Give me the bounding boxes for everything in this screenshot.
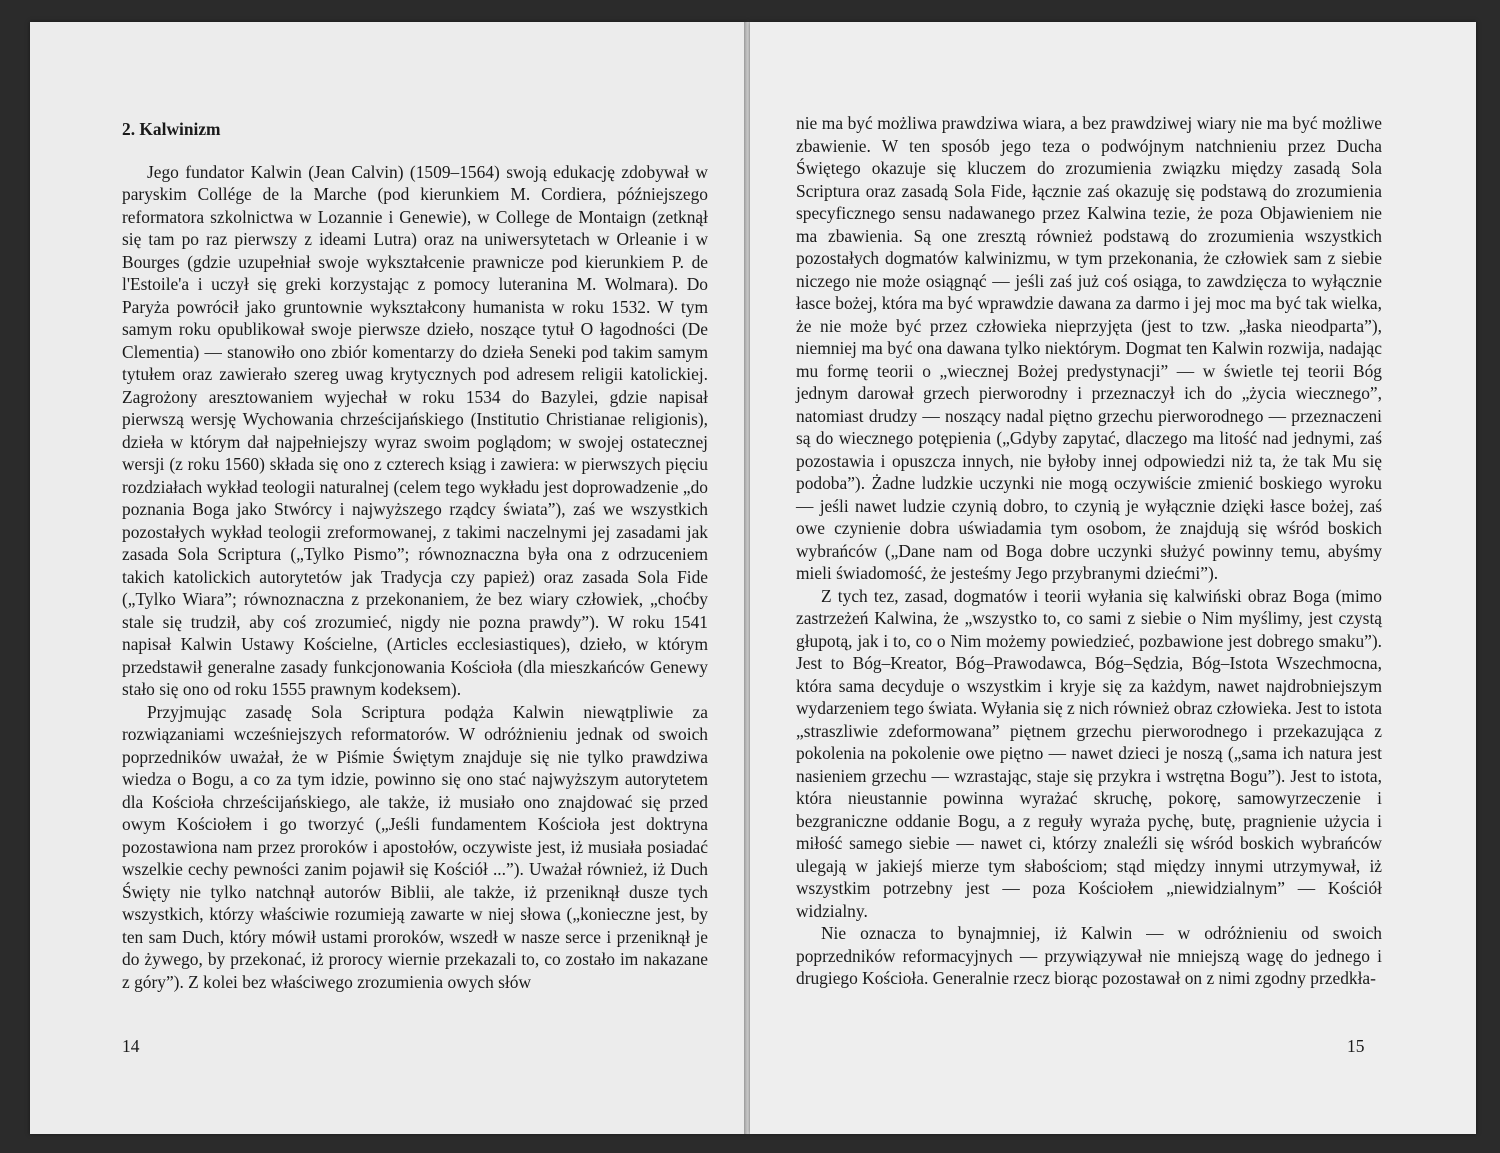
- left-page: [30, 22, 746, 1134]
- paragraph: nie ma być możliwa prawdziwa wiara, a bez prawdziwej wiary nie ma być możliwe zbawienie. W ten sposób jego teza o podwójnym natchnieniu przez Ducha Świętego okazuje się kluczem do zrozumienia związku między zasadą Sola Scriptura oraz zasadą Sola Fide, łącznie zaś okazuję się podstawą do zrozumienia specyficznego sensu nadawanego przez Kalwina tezie, że poza Objawieniem nie ma zbawienia. Są one zresztą również podstawą do zrozumienia wszystkich pozostałych dogmatów kalwinizmu, w tym przekonania, że człowiek sam z siebie niczego nie może osiągnąć — jeśli zaś już coś osiąga, to zawdzięcza to wyłącznie łasce bożej, która ma być wprawdzie dawana za darmo i jej moc ma być tak wielka, że nie może być przez człowieka nieprzyjęta (jest to tzw. „łaska nieodparta”), niemniej ma być ona dawana tylko niektórym. Dogmat ten Kalwin rozwija, nadając mu formę teorii o „wiecznej Bożej predystynacji” — w świetle tej teorii Bóg jednym darował grzech pierworodny i przeznaczył ich do „życia wiecznego”, natomiast drudzy — noszący nadal piętno grzechu pierworodnego — przeznaczeni są do wiecznego potępienia („Gdyby zapytać, dlaczego ma litość nad jednymi, zaś pozostawia i opuszcza innych, nie byłoby innej odpowiedzi niż ta, że tak Mu się podoba”). Żadne ludzkie uczynki nie mogą oczywiście zmienić boskiego wyroku — jeśli nawet ludzie czynią dobro, to czynią je wyłącznie dzięki łasce bożej, zaś owe czynienie dobra uświadamia tym osobom, że znajdują się wśród boskich wybrańców („Dane nam od Boga dobre uczynki służyć powinny temu, abyśmy mieli świadomość, że jesteśmy Jego przybranymi dziećmi”).: [796, 113, 1382, 583]
- section-heading: 2. Kalwinizm: [122, 119, 221, 139]
- page-number: 14: [122, 1036, 140, 1056]
- right-page-text: [796, 112, 1382, 990]
- paragraph: Przyjmując zasadę Sola Scriptura podąża Kalwin niewątpliwie za rozwiązaniami wcześniejszych reformatorów. W odróżnieniu jednak od swoich poprzedników uważał, że w Piśmie Świętym znajduje się nie tylko prawdziwa wiedza o Bogu, a co za tym idzie, powinno się ono stać najwyższym autorytetem dla Kościoła chrześcijańskiego, ale także, iż musiało ono znajdować się przed owym Kościołem i go tworzyć („Jeśli fundamentem Kościoła jest doktryna pozostawiona nam przez proroków i apostołów, oczywiste jest, iż musiała posiadać wszelkie cechy pewności zanim pojawił się Kościół ...”). Uważał również, iż Duch Święty nie tylko natchnął autorów Biblii, ale także, iż przeniknął dusze tych wszystkich, którzy właściwie rozumieją zawarte w niej słowa („konieczne jest, by ten sam Duch, który mówił ustami proroków, wszedł w nasze serce i przeniknął je do żywego, by przekonać, iż prorocy wiernie przekazali to, co zostało im nakazane z góry”). Z kolei bez właściwego zrozumienia owych słów: [122, 701, 708, 992]
- left-page-text: [122, 118, 708, 993]
- paragraph: Z tych tez, zasad, dogmatów i teorii wyłania się kalwiński obraz Boga (mimo zastrzeżeń Kalwina, że „wszystko to, co sami z siebie o Nim myślimy, jest czystą głupotą, jak i to, co o Nim możemy powiedzieć, pozbawione jest dobrego smaku”). Jest to Bóg–Kreator, Bóg–Prawodawca, Bóg–Sędzia, Bóg–Istota Wszechmocna, która sama decyduje o wszystkim i kryje się za każdym, nawet najdrobniejszym wydarzeniem tego świata. Wyłania się z nich również obraz człowieka. Jest to istota „straszliwie zdeformowana” piętnem grzechu pierworodnego i przekazująca z pokolenia na pokolenie owe piętno — nawet dzieci je noszą („sama ich natura jest nasieniem grzechu — wzrastając, staje się przykra i wstrętna Bogu”). Jest to istota, która nieustannie powinna wyrażać skruchę, pokorę, samowyrzeczenie i bezgraniczne oddanie Bogu, a z reguły wyraża pychę, butę, pragnienie użycia i miłość samego siebie — nawet ci, którzy znaleźli się wśród boskich wybrańców ulegają w jakiejś mierze tym słabościom; stąd między innymi utrzymywał, iż wszystkim potrzebny jest — poza Kościołem „niewidzialnym” — Kościół widzialny.: [796, 585, 1382, 921]
- right-page: [750, 22, 1476, 1134]
- paragraph: Jego fundator Kalwin (Jean Calvin) (1509–1564) swoją edukację zdobywał w paryskim Collége de la Marche (pod kierunkiem M. Cordiera, późniejszego reformatora szkolnictwa w Lozannie i Genewie), w College de Montaign (zetknął się tam po raz pierwszy z ideami Lutra) oraz na uniwersytetach w Orleanie i w Bourges (gdzie uzupełniał swoje wykształcenie prawnicze pod kierunkiem P. de l'Estoile'a i uczył się greki korzystając z pomocy luteranina M. Wolmara). Do Paryża powrócił jako gruntownie wykształcony humanista w roku 1532. W tym samym roku opublikował swoje pierwsze dzieło, noszące tytuł O łagodności (De Clementia) — stanowiło ono zbiór komentarzy do dzieła Seneki pod takim samym tytułem oraz zawierało szereg uwag krytycznych pod adresem religii katolickiej. Zagrożony aresztowaniem wyjechał w roku 1534 do Bazylei, gdzie napisał pierwszą wersję Wychowania chrześcijańskiego (Institutio Christianae religionis), dzieła w którym dał najpełniejszy wyraz swoim poglądom; w swojej ostatecznej wersji (z roku 1560) składa się ono z czterech ksiąg i zawiera: w pierwszych pięciu rozdziałach wykład teologii naturalnej (celem tego wykładu jest doprowadzenie „do poznania Boga jako Stwórcy i najwyższego rządcy świata”), zaś we wszystkich pozostałych wykład teologii zreformowanej, z takimi naczelnymi jej zasadami jak zasada Sola Scriptura („Tylko Pismo”; równoznaczna była ona z odrzuceniem takich katolickich autorytetów jak Tradycja czy papież) oraz zasada Sola Fide („Tylko Wiara”; równoznaczna z przekonaniem, że bez wiary człowiek, „choćby stale się trudził, aby coś zrozumieć, nigdy nie pozna prawdy”). W roku 1541 napisał Kalwin Ustawy Kościelne, (Articles ecclesiastiques), dzieło, w którym przedstawił generalne zasady funkcjonowania Kościoła (dla mieszkańców Genewy stało się ono od roku 1555 prawnym kodeksem).: [122, 161, 708, 699]
- page-number: 15: [1347, 1036, 1365, 1056]
- paragraph: Nie oznacza to bynajmniej, iż Kalwin — w odróżnieniu od swoich poprzedników reformacyjnych — przywiązywał nie mniejszą wagę do jednego i drugiego Kościoła. Generalnie rzecz biorąc pozostawał on z nimi zgodny przedkła-: [796, 923, 1382, 988]
